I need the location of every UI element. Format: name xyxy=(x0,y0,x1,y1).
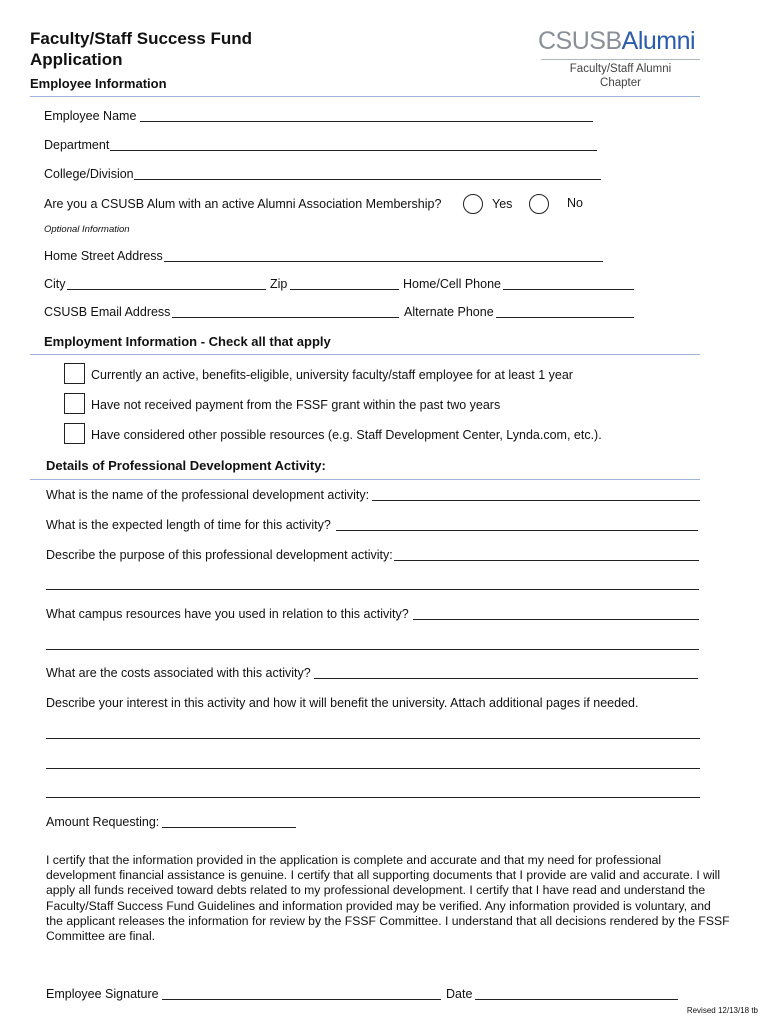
zip-label: Zip xyxy=(270,277,288,291)
logo-subtitle-line2: Chapter xyxy=(600,77,641,89)
city-field[interactable] xyxy=(67,289,266,290)
amount-requesting-label: Amount Requesting: xyxy=(46,815,160,829)
interest-field-line-3[interactable] xyxy=(46,797,700,798)
activity-purpose-question: Describe the purpose of this professional development activity: xyxy=(46,548,393,562)
eligibility-checkbox-1[interactable] xyxy=(64,363,85,384)
form-title-line1: Faculty/Staff Success Fund xyxy=(30,29,252,48)
alum-no-radio[interactable] xyxy=(529,194,549,214)
activity-length-field[interactable] xyxy=(336,530,698,531)
eligibility-option-3: Have considered other possible resources (e.g. Staff Development Center, Lynda.com, etc.). xyxy=(91,428,602,442)
alum-yes-label: Yes xyxy=(492,197,513,211)
logo-text-csusb: CSUSB xyxy=(538,27,622,55)
amount-requesting-field[interactable] xyxy=(162,827,296,828)
alum-yes-radio[interactable] xyxy=(463,194,483,214)
logo-subtitle xyxy=(541,62,700,90)
section-divider xyxy=(30,96,700,97)
alternate-phone-field[interactable] xyxy=(496,317,634,318)
department-field[interactable] xyxy=(110,150,597,151)
activity-purpose-field[interactable] xyxy=(394,560,699,561)
college-division-field[interactable] xyxy=(134,179,601,180)
costs-field[interactable] xyxy=(314,678,698,679)
date-field[interactable] xyxy=(475,999,678,1000)
form-title-line2: Application xyxy=(30,50,123,69)
interest-field-line-1[interactable] xyxy=(46,738,700,739)
activity-name-question: What is the name of the professional development activity: xyxy=(46,488,370,502)
home-phone-label: Home/Cell Phone xyxy=(403,277,501,291)
alum-question: Are you a CSUSB Alum with an active Alumni Association Membership? xyxy=(44,197,442,211)
activity-details-heading: Details of Professional Development Activity: xyxy=(46,458,326,473)
employee-signature-label: Employee Signature xyxy=(46,987,159,1001)
eligibility-checkbox-3[interactable] xyxy=(64,423,85,444)
campus-resources-field[interactable] xyxy=(413,619,699,620)
section-divider xyxy=(30,479,700,480)
employee-name-label: Employee Name xyxy=(44,109,137,123)
department-label: Department xyxy=(44,138,110,152)
campus-resources-question: What campus resources have you used in relation to this activity? xyxy=(46,607,409,621)
alum-no-label: No xyxy=(567,196,583,210)
costs-question: What are the costs associated with this activity? xyxy=(46,666,311,680)
eligibility-option-2: Have not received payment from the FSSF grant within the past two years xyxy=(91,398,501,412)
logo-divider xyxy=(541,59,700,60)
eligibility-checkbox-2[interactable] xyxy=(64,393,85,414)
certification-statement: I certify that the information provided in the application is complete and accurate and that my need for professional development financial assistance is genuine. I certify that all supporting documents that I provide are valid and accurate. I will apply all funds received toward debts related to my professional development. I certify that I have read and understand the Faculty/Staff Success Fund Guidelines and information provided may be verified. Any information provided is voluntary, and the applicant releases the information for review by the FSSF Committee. I understand that all decisions rendered by the FSSF Committee are final. xyxy=(46,853,730,944)
alternate-phone-label: Alternate Phone xyxy=(404,305,494,319)
csusb-alumni-logo xyxy=(538,27,695,56)
activity-name-field[interactable] xyxy=(372,500,700,501)
date-label: Date xyxy=(446,987,473,1001)
logo-text-alumni: Alumni xyxy=(621,27,696,55)
employee-name-field[interactable] xyxy=(140,121,593,122)
logo-subtitle-line1: Faculty/Staff Alumni xyxy=(569,63,672,75)
employee-info-heading: Employee Information xyxy=(30,76,167,91)
zip-field[interactable] xyxy=(290,289,399,290)
home-phone-field[interactable] xyxy=(503,289,634,290)
home-address-label: Home Street Address xyxy=(44,249,163,263)
revision-note: Revised 12/13/18 tb xyxy=(686,1006,758,1015)
employee-signature-field[interactable] xyxy=(162,999,441,1000)
home-address-field[interactable] xyxy=(164,261,603,262)
eligibility-option-1: Currently an active, benefits-eligible, university faculty/staff employee for at least 1 year xyxy=(91,368,573,382)
optional-info-note: Optional Information xyxy=(44,224,130,235)
section-divider xyxy=(30,354,700,355)
form-title xyxy=(30,28,252,70)
interest-question: Describe your interest in this activity and how it will benefit the university. Attach additional pages if needed. xyxy=(46,696,639,710)
college-division-label: College/Division xyxy=(44,167,134,181)
activity-purpose-field-line-2[interactable] xyxy=(46,589,699,590)
interest-field-line-2[interactable] xyxy=(46,768,700,769)
activity-length-question: What is the expected length of time for this activity? xyxy=(46,518,331,532)
email-label: CSUSB Email Address xyxy=(44,305,171,319)
campus-resources-field-line-2[interactable] xyxy=(46,649,699,650)
email-field[interactable] xyxy=(172,317,399,318)
city-label: City xyxy=(44,277,66,291)
employment-info-heading: Employment Information - Check all that apply xyxy=(44,334,331,349)
